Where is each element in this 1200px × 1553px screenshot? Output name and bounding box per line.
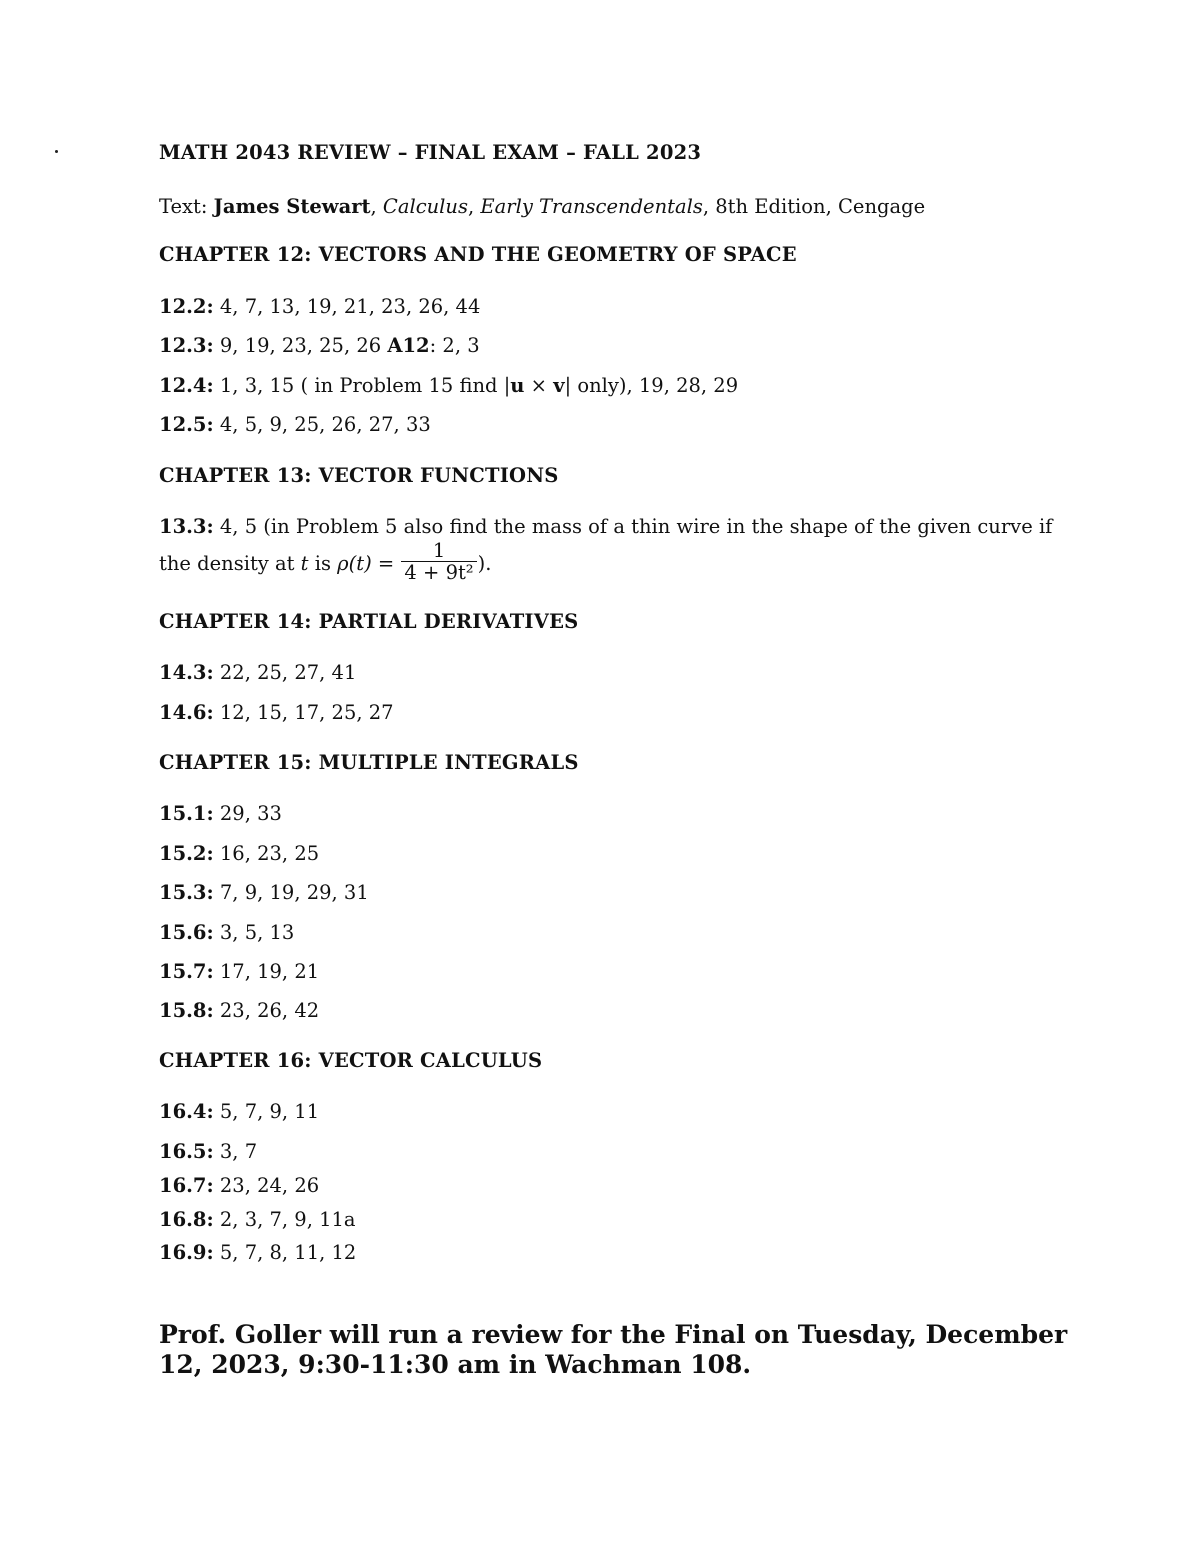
section-13-3 bbox=[159, 515, 1052, 539]
section-14-6 bbox=[159, 701, 394, 725]
section-problems: 17, 19, 21 bbox=[213, 960, 320, 983]
section-15-6 bbox=[159, 921, 294, 945]
section-15-7 bbox=[159, 960, 319, 984]
section-16-4 bbox=[159, 1100, 319, 1124]
section-label: 16.4: bbox=[159, 1100, 214, 1123]
section-label: 16.7: bbox=[159, 1174, 214, 1197]
appendix-label: A12 bbox=[387, 334, 430, 357]
vector-v: v bbox=[553, 374, 565, 397]
section-problems-b: | only), 19, 28, 29 bbox=[564, 374, 739, 397]
chapter-14-heading: CHAPTER 14: PARTIAL DERIVATIVES bbox=[159, 610, 579, 633]
chapter-15-heading: CHAPTER 15: MULTIPLE INTEGRALS bbox=[159, 751, 579, 774]
section-problems: 4, 5 (in Problem 5 also find the mass of a thin wire in the shape of the given curve if bbox=[213, 515, 1053, 538]
section-label: 15.1: bbox=[159, 802, 214, 825]
section-label: 12.5: bbox=[159, 413, 214, 436]
section-12-4 bbox=[159, 374, 738, 398]
section-label: 16.9: bbox=[159, 1241, 214, 1264]
textbook-line bbox=[159, 195, 925, 219]
page-title: MATH 2043 REVIEW – FINAL EXAM – FALL 2023 bbox=[159, 141, 702, 164]
section-problems: 7, 9, 19, 29, 31 bbox=[213, 881, 369, 904]
section-15-8 bbox=[159, 999, 319, 1023]
fraction-numerator: 1 bbox=[432, 539, 446, 562]
section-12-2 bbox=[159, 295, 480, 319]
section-problems: 3, 5, 13 bbox=[213, 921, 295, 944]
section-label: 16.5: bbox=[159, 1140, 214, 1163]
margin-dot bbox=[55, 150, 58, 153]
textbook-title-part2: Early Transcendentals bbox=[480, 195, 703, 218]
section-15-3 bbox=[159, 881, 369, 905]
density-function: ρ(t) = bbox=[337, 552, 401, 575]
chapter-12-heading: CHAPTER 12: VECTORS AND THE GEOMETRY OF SPACE bbox=[159, 243, 797, 266]
density-text-c: ). bbox=[477, 552, 492, 575]
density-text-a: the density at bbox=[159, 552, 301, 575]
section-label: 12.4: bbox=[159, 374, 214, 397]
section-label: 12.3: bbox=[159, 334, 214, 357]
section-label: 15.3: bbox=[159, 881, 214, 904]
section-15-2 bbox=[159, 842, 319, 866]
textbook-title-part1: Calculus bbox=[382, 195, 468, 218]
section-problems: 29, 33 bbox=[213, 802, 282, 825]
appendix-problems: : 2, 3 bbox=[429, 334, 480, 357]
textbook-sep2: , bbox=[468, 195, 481, 218]
section-problems: 3, 7 bbox=[213, 1140, 258, 1163]
section-label: 12.2: bbox=[159, 295, 214, 318]
textbook-prefix: Text: bbox=[159, 195, 214, 218]
section-label: 13.3: bbox=[159, 515, 214, 538]
variable-t: t bbox=[300, 552, 309, 575]
chapter-13-heading: CHAPTER 13: VECTOR FUNCTIONS bbox=[159, 464, 559, 487]
textbook-author: James Stewart bbox=[213, 195, 371, 218]
section-label: 15.2: bbox=[159, 842, 214, 865]
section-14-3 bbox=[159, 661, 356, 685]
section-problems: 16, 23, 25 bbox=[213, 842, 320, 865]
section-label: 15.6: bbox=[159, 921, 214, 944]
section-problems: 2, 3, 7, 9, 11a bbox=[213, 1208, 356, 1231]
section-problems: 23, 26, 42 bbox=[213, 999, 320, 1022]
section-15-1 bbox=[159, 802, 282, 826]
section-13-3-continuation bbox=[159, 539, 492, 586]
chapter-16-heading: CHAPTER 16: VECTOR CALCULUS bbox=[159, 1049, 543, 1072]
density-text-b: is bbox=[308, 552, 338, 575]
section-problems: 4, 7, 13, 19, 21, 23, 26, 44 bbox=[213, 295, 481, 318]
fraction-denominator: 4 + 9t² bbox=[401, 561, 476, 584]
section-label: 14.3: bbox=[159, 661, 214, 684]
textbook-sep1: , bbox=[370, 195, 383, 218]
section-16-7 bbox=[159, 1174, 319, 1198]
section-16-9 bbox=[159, 1241, 356, 1265]
review-session-note: Prof. Goller will run a review for the Final on Tuesday, December 12, 2023, 9:30-11:30 am in Wachman 108. bbox=[159, 1320, 1068, 1379]
section-problems: 5, 7, 9, 11 bbox=[213, 1100, 320, 1123]
section-label: 15.7: bbox=[159, 960, 214, 983]
section-12-3 bbox=[159, 334, 480, 358]
section-problems: 12, 15, 17, 25, 27 bbox=[213, 701, 394, 724]
section-problems: 23, 24, 26 bbox=[213, 1174, 320, 1197]
section-problems: 5, 7, 8, 11, 12 bbox=[213, 1241, 357, 1264]
section-16-8 bbox=[159, 1208, 356, 1232]
section-label: 14.6: bbox=[159, 701, 214, 724]
vector-u: u bbox=[510, 374, 525, 397]
section-label: 16.8: bbox=[159, 1208, 214, 1231]
section-problems: 9, 19, 23, 25, 26 bbox=[213, 334, 388, 357]
density-fraction bbox=[401, 541, 476, 584]
section-label: 15.8: bbox=[159, 999, 214, 1022]
section-problems: 22, 25, 27, 41 bbox=[213, 661, 357, 684]
textbook-suffix: , 8th Edition, Cengage bbox=[702, 195, 926, 218]
section-16-5 bbox=[159, 1140, 257, 1164]
section-problems-a: 1, 3, 15 ( in Problem 15 find | bbox=[213, 374, 511, 397]
section-12-5 bbox=[159, 413, 431, 437]
section-problems: 4, 5, 9, 25, 26, 27, 33 bbox=[213, 413, 431, 436]
cross-symbol: × bbox=[524, 374, 554, 397]
